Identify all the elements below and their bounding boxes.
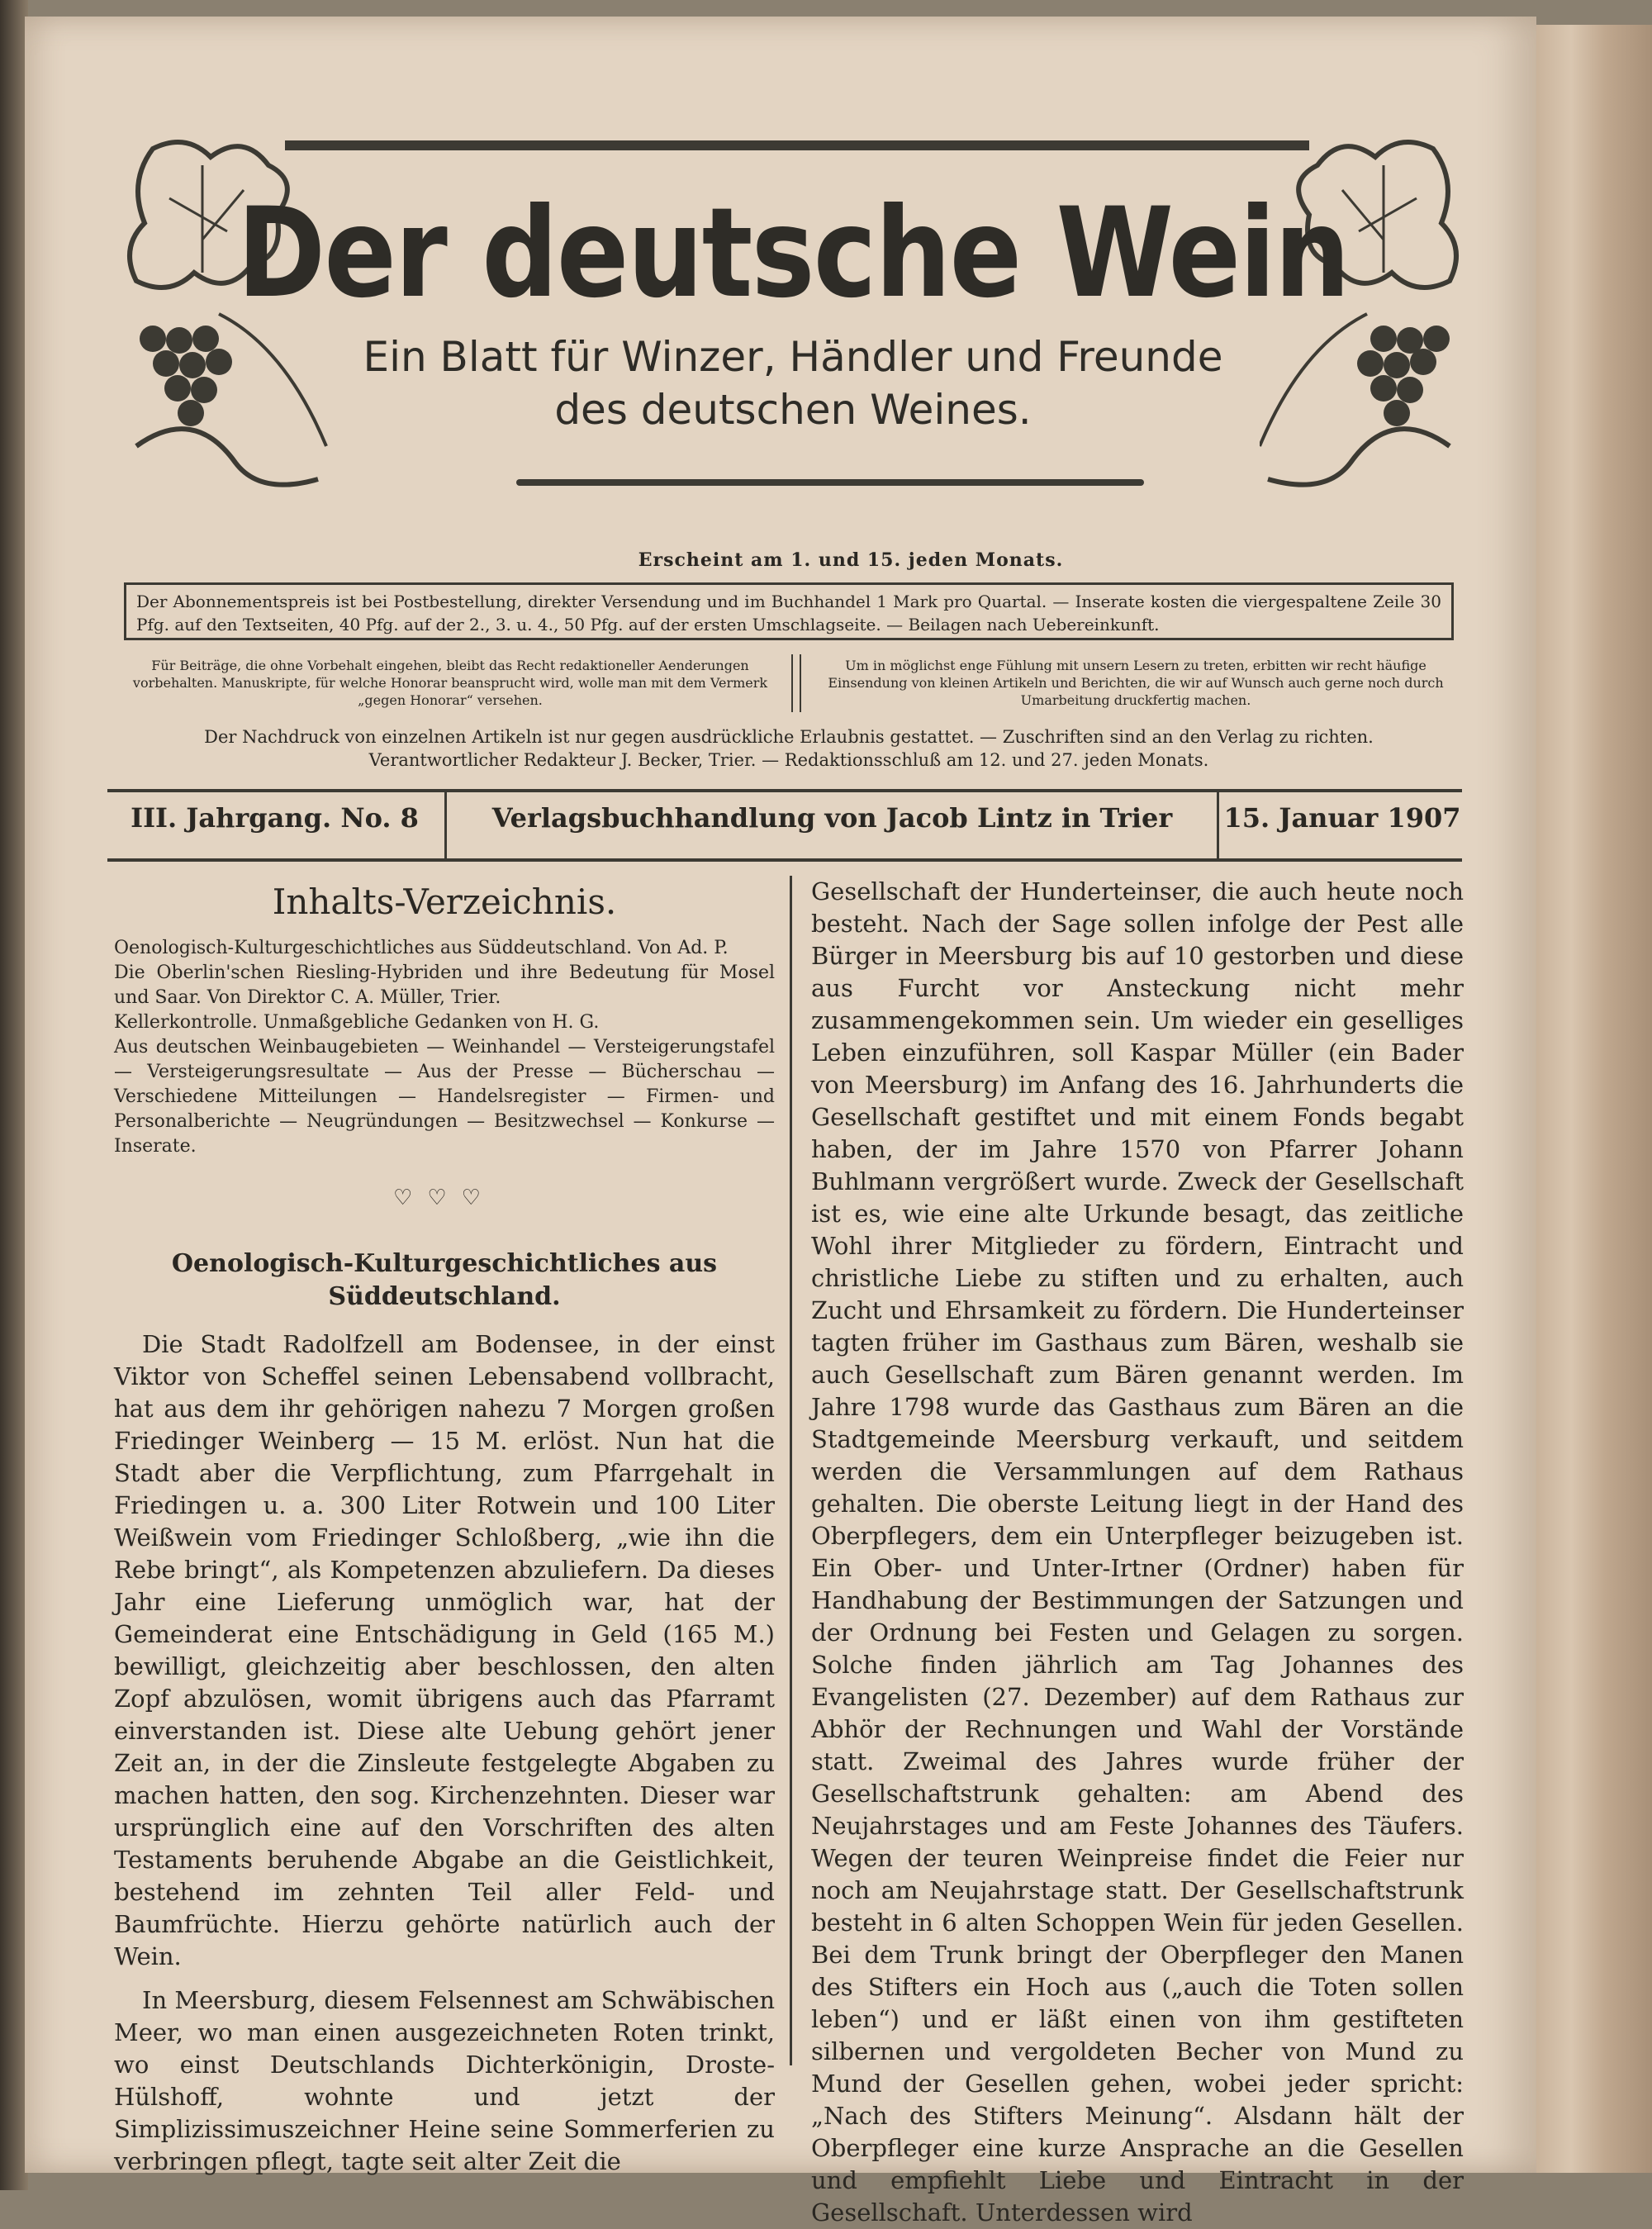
reprint-notice	[124, 725, 1454, 772]
toc-item: Die Oberlin'schen Riesling-Hybriden und ihre Bedeutung für Mosel und Saar. Von Direktor C. A. Müller, Trier.	[114, 962, 775, 1008]
issue-frequency-text: Erscheint am 1. und 15. jeden Monats.	[638, 549, 1064, 571]
left-column	[114, 876, 775, 2178]
right-column	[811, 876, 1464, 2229]
subtitle-line-1: Ein Blatt für Winzer, Händler und Freunde	[363, 333, 1223, 381]
subscription-box: Der Abonnementspreis ist bei Postbestellung, direkter Versendung und im Buchhandel 1 Mark pro Quartal. — Inserate kosten die viergespaltene Zeile 30 Pfg. auf den Textseiten, 40 Pfg. auf der 2., 3. u. 4., 50 Pfg. auf der ersten Umschlagseite. — Beilagen nach Uebereinkunft.	[124, 582, 1454, 640]
article-heading-line-2: Süddeutschland.	[328, 1282, 561, 1311]
issue-frequency	[537, 549, 1165, 571]
table-of-contents	[114, 936, 775, 1159]
issue-info-bar	[107, 789, 1462, 862]
notes-divider	[791, 654, 801, 712]
frame-top-bar	[285, 140, 1309, 150]
toc-item: Aus deutschen Weinbaugebieten — Weinhandel — Versteigerungstafel — Versteigerungsresultate — Aus der Presse — Bücherschau — Verschiedene Mitteilungen — Handelsregister — Firmen- und Personalberichte — Neugründungen — Besitzwechsel — Konkurse — Inserate.	[114, 1037, 775, 1157]
masthead-subtitle	[120, 330, 1466, 436]
binding-shadow	[0, 0, 28, 2190]
article-paragraph: Die Stadt Radolfzell am Bodensee, in der einst Viktor von Scheffel seinen Lebensabend vollbracht, hat aus dem ihr gehörigen nahezu 7 Morgen großen Friedinger Weinberg — 15 M. erlöst. Nun hat die Stadt aber die Verpflichtung, zum Pfarrgehalt in Friedingen u. a. 300 Liter Rotwein und 100 Liter Weißwein vom Friedinger Schloßberg, „wie ihn die Rebe bringt“, als Kompetenzen abzuliefern. Da dieses Jahr eine Lieferung unmöglich war, hat der Gemeinderat eine Entschädigung in Geld (165 M.) bewilligt, gleichzeitig aber beschlossen, den alten Zopf abzulösen, womit übrigens auch das Pfarramt einverstanden ist. Diese alte Uebung gehört jener Zeit an, in der die Zinsleute festgelegte Abgaben zu machen hatten, den sog. Kirchenzehnten. Dieser war ursprünglich eine auf den Vorschriften des alten Testaments beruhende Abgabe an die Geistlichkeit, bestehend im zehnten Teil aller Feld- und Baumfrüchte. Hierzu gehörte natürlich auch der Wein.	[114, 1330, 775, 1970]
info-separator	[444, 792, 447, 858]
column-rule	[790, 876, 792, 2065]
reprint-notice-line-1: Der Nachdruck von einzelnen Artikeln ist nur gegen ausdrückliche Erlaubnis gestattet. — Zuschriften sind an den Verlag zu richten.	[204, 727, 1374, 747]
submissions-note: Um in möglichst enge Fühlung mit unsern Lesern zu treten, erbitten wir recht häufige Einsendung von kleinen Artikeln und Berichten, die wir auf Wunsch auch gerne noch durch Umarbeitung druckfertig machen.	[828, 658, 1444, 708]
article-paragraph: In Meersburg, diesem Felsennest am Schwäbischen Meer, wo man einen ausgezeichneten Roten trinkt, wo einst Deutschlands Dichterkönigin, Droste-Hülshoff, wohnte und jetzt der Simplizissimuszeichner Heine seine Sommerferien zu verbringen pflegt, tagte seit alter Zeit die	[114, 1986, 775, 2175]
article-heading	[114, 1248, 775, 1314]
newspaper-page	[25, 17, 1536, 2227]
subtitle-line-2: des deutschen Weines.	[554, 386, 1032, 434]
publisher: Verlagsbuchhandlung von Jacob Lintz in Trier	[491, 802, 1173, 834]
frame-bottom-bar	[516, 479, 1144, 486]
masthead	[120, 132, 1466, 545]
toc-item: Kellerkontrolle. Unmaßgebliche Gedanken von H. G.	[114, 1012, 600, 1033]
info-separator	[1217, 792, 1219, 858]
contributions-note: Für Beiträge, die ohne Vorbehalt eingehen, bleibt das Recht redaktioneller Aenderungen vorbehalten. Manuskripte, für welche Honorar beansprucht wird, wolle man mit dem Vermerk „gegen Honorar“ versehen.	[132, 658, 768, 708]
toc-heading: Inhalts-Verzeichnis.	[272, 882, 617, 922]
article-paragraph: Gesellschaft der Hunderteinser, die auch heute noch besteht. Nach der Sage sollen infolge der Pest alle Bürger in Meersburg bis auf 10 gestorben und diese aus Furcht vor Ansteckung nicht mehr zusammengekommen sein. Um wieder ein geselliges Leben einzuführen, soll Kaspar Müller (ein Bader von Meersburg) im Anfang des 16. Jahrhunderts die Gesellschaft gestiftet und mit einem Fonds begabt haben, der im Jahre 1570 von Pfarrer Johann Buhlmann vergrößert wurde. Zweck der Gesellschaft ist es, wie eine alte Urkunde besagt, das zeitliche Wohl ihrer Mitglieder zu fördern, Eintracht und christliche Liebe zu stiften und zu erhalten, auch Zucht und Ehrsamkeit zu fördern. Die Hunderteinser tagten früher im Gasthaus zum Bären, weshalb sie auch Gesellschaft zum Bären genannt werden. Im Jahre 1798 wurde das Gasthaus zum Bären an die Stadtgemeinde Meersburg verkauft, und seitdem werden die Versammlungen auf dem Rathaus gehalten. Die oberste Leitung liegt in der Hand des Oberpflegers, dem ein Unterpfleger beizugeben ist. Ein Ober- und Unter-Irtner (Ordner) haben für Handhabung der Bestimmungen der Satzungen und der Ordnung bei Festen und Gelagen zu sorgen. Solche finden jährlich am Tag Johannes des Evangelisten (27. Dezember) auf dem Rathaus zur Abhör der Rechnungen und Wahl der Vorstände statt. Zweimal des Jahres wurde früher der Gesellschaftstrunk gehalten: am Abend des Neujahrstages und am Feste Johannes des Täufers. Wegen der teuren Weinpreise findet die Feier nur noch am Neujahrstage statt. Der Gesellschaftstrunk besteht in 6 alten Schoppen Wein für jeden Gesellen. Bei dem Trunk bringt der Oberpfleger den Manen des Stifters ein Hoch aus („auch die Toten sollen leben“) und er läßt einen von ihm gestifteten silbernen und vergoldeten Becher von Mund zu Mund der Gesellen gehen, wobei jeder spricht: „Nach des Stifters Meinung“. Alsdann hält der Oberpfleger eine kurze Ansprache an die Gesellen und empfiehlt Liebe und Eintracht in der Gesellschaft. Unterdessen wird	[811, 877, 1464, 2227]
volume-number: III. Jahrgang. No. 8	[131, 802, 419, 834]
heart-ornament-icon: ♡♡♡	[393, 1186, 496, 1210]
toc-item: Oenologisch-Kulturgeschichtliches aus Süddeutschland. Von Ad. P.	[114, 938, 729, 958]
article-heading-line-1: Oenologisch-Kulturgeschichtliches aus	[171, 1249, 718, 1278]
page-edge	[1536, 25, 1652, 2173]
issue-date: 15. Januar 1907	[1223, 802, 1461, 834]
masthead-title: Der deutsche Wein	[237, 182, 1349, 326]
reprint-notice-line-2: Verantwortlicher Redakteur J. Becker, Trier. — Redaktionsschluß am 12. und 27. jeden Monats.	[368, 750, 1209, 770]
